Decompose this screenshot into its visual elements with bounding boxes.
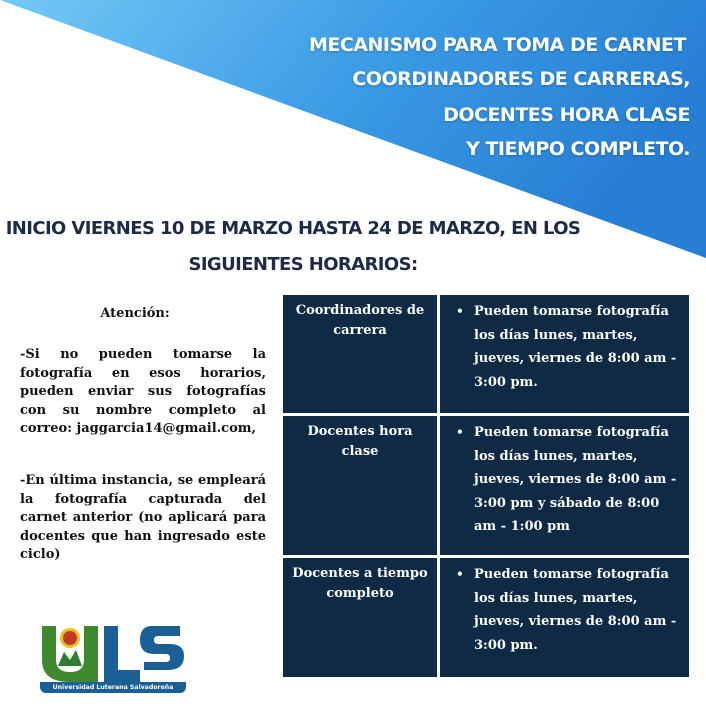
banner-title-line-2: COORDINADORES DE CARRERAS,: [352, 68, 690, 90]
schedule-hours-item: [456, 300, 683, 394]
bullet-icon: •: [456, 304, 464, 318]
schedule-hours-text: Pueden tomarse fotografía los días lunes, martes, jueves, viernes de 8:00 am - 3:00 pm.: [474, 567, 677, 653]
schedule-hours-coordinadores: [440, 295, 689, 413]
banner-title-line-3: DOCENTES HORA CLASE: [443, 104, 690, 126]
schedule-group-hora-clase: Docentes hora clase: [283, 416, 437, 555]
schedule-heading-line-2: SIGUIENTES HORARIOS:: [188, 254, 418, 275]
schedule-heading-line-1: INICIO VIERNES 10 DE MARZO HASTA 24 DE MARZO, EN LOS: [5, 218, 581, 239]
banner-title-line-4: Y TIEMPO COMPLETO.: [466, 138, 690, 160]
banner-title-line-1: MECANISMO PARA TOMA DE CARNET: [308, 34, 686, 56]
schedule-group-coordinadores: Coordinadores de carrera: [283, 295, 437, 413]
schedule-table: [283, 295, 689, 677]
schedule-hours-item: [456, 563, 683, 657]
schedule-hours-item: [456, 421, 683, 539]
bullet-icon: •: [456, 425, 464, 439]
attention-note-fallback: -En última instancia, se empleará la fotografía capturada del carnet anterior (no aplicará para docentes que han ingresado este ciclo): [20, 473, 266, 562]
logo-caption: Universidad Luterana Salvadoreña: [40, 682, 186, 693]
schedule-hours-text: Pueden tomarse fotografía los días lunes, martes, jueves, viernes de 8:00 am - 3:00 pm y sábado de 8:00 am - 1:00 pm: [474, 425, 677, 534]
schedule-group-tiempo-completo: Docentes a tiempo completo: [283, 558, 437, 677]
attention-note-email: -Si no pueden tomarse la fotografía en esos horarios, pueden enviar sus fotografías con su nombre completo al correo: jaggarcia14@gmail.com,: [20, 347, 266, 436]
attention-title: Atención:: [100, 306, 170, 321]
schedule-hours-text: Pueden tomarse fotografía los días lunes, martes, jueves, viernes de 8:00 am - 3:00 pm.: [474, 304, 677, 390]
schedule-hours-tiempo-completo: [440, 558, 689, 677]
bullet-icon: •: [456, 567, 464, 581]
schedule-hours-hora-clase: [440, 416, 689, 555]
